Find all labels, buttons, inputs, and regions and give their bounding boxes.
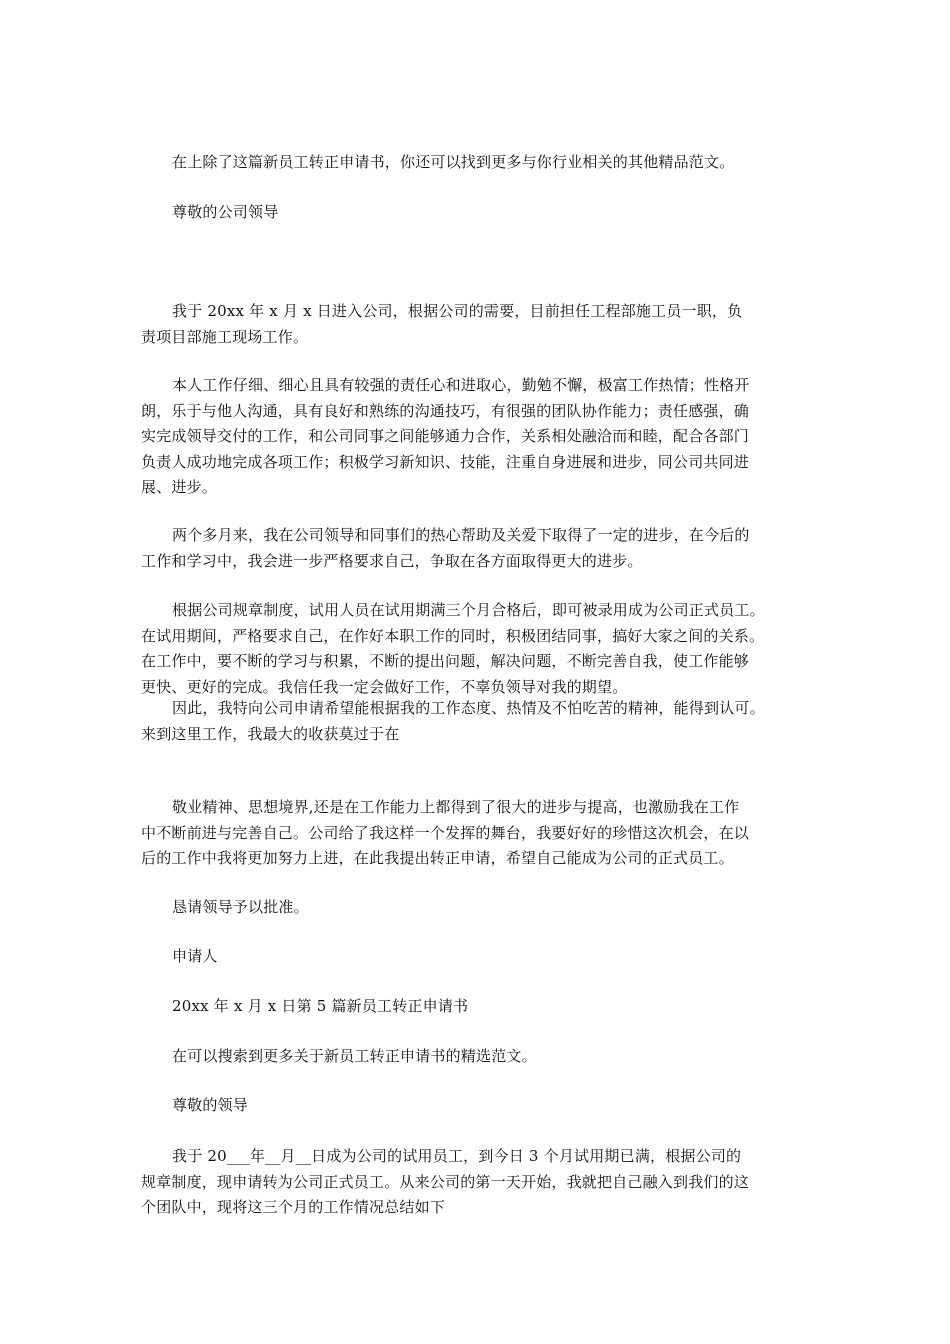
salutation-1: 尊敬的公司领导 [172, 203, 279, 221]
applicant-label: 申请人 [172, 947, 218, 965]
paragraph-2: 本人工作仔细、细心且具有较强的责任心和进取心，勤勉不懈，极富工作热情；性格开 朗，乐于与他人沟通，具有良好和熟练的沟通技巧，有很强的团队协作能力；责任感强，确 实完成领导交付的工作，和公司同事之间能够通力合作，关系相处融洽而和睦，配合各部门 负责人成功地完成各项工作；积极学习新知识、技能，注重自身进展和进步，同公司共同进 展、进步。 [141, 376, 750, 496]
intro-text: 在上除了这篇新员工转正申请书，你还可以找到更多与你行业相关的其他精品范文。 [172, 153, 735, 171]
paragraph-4: 根据公司规章制度，试用人员在试用期满三个月合格后，即可被录用成为公司正式员工。 在试用期间，严格要求自己，在作好本职工作的同时，积极团结同事，搞好大家之间的关系。 在工作中，要不断的学习与积累，不断的提出问题，解决问题，不断完善自我，使工作能够 更快、更好的完成。我信任我一定会做好工作，不辜负领导对我的期望。 [141, 601, 765, 696]
closing-text: 恳请领导予以批准。 [172, 898, 309, 916]
paragraph-5: 因此，我特向公司申请希望能根据我的工作态度、热情及不怕吃苦的精神，能得到认可。 来到这里工作，我最大的收获莫过于在 [141, 699, 765, 743]
paragraph-7: 我于 20___年__月__日成为公司的试用员工，到今日 3 个月试用期已满，根据公司的 规章制度，现申请转为公司正式员工。从来公司的第一天开始，我就把自己融入到我们的这 个团队中，现将这三个月的工作情况总结如下 [141, 1147, 750, 1216]
salutation-2: 尊敬的领导 [172, 1096, 249, 1114]
paragraph-3: 两个多月来，我在公司领导和同事们的热心帮助及关爱下取得了一定的进步，在今后的 工作和学习中，我会进一步严格要求自己，争取在各方面取得更大的进步。 [141, 526, 750, 570]
paragraph-1: 我于 20xx 年 x 月 x 日进入公司，根据公司的需要，目前担任工程部施工员一职，负 责项目部施工现场工作。 [141, 302, 743, 346]
paragraph-6: 敬业精神、思想境界,还是在工作能力上都得到了很大的进步与提高，也激励我在工作 中不断前进与完善自己。公司给了我这样一个发挥的舞台，我要好好的珍惜这次机会，在以 后的工作中我将更加努力上进，在此我提出转正申请，希望自己能成为公司的正式员工。 [141, 798, 750, 867]
intro-text-2: 在可以搜索到更多关于新员工转正申请书的精选范文。 [172, 1047, 537, 1065]
date-title: 20xx 年 x 月 x 日第 5 篇新员工转正申请书 [172, 997, 469, 1015]
